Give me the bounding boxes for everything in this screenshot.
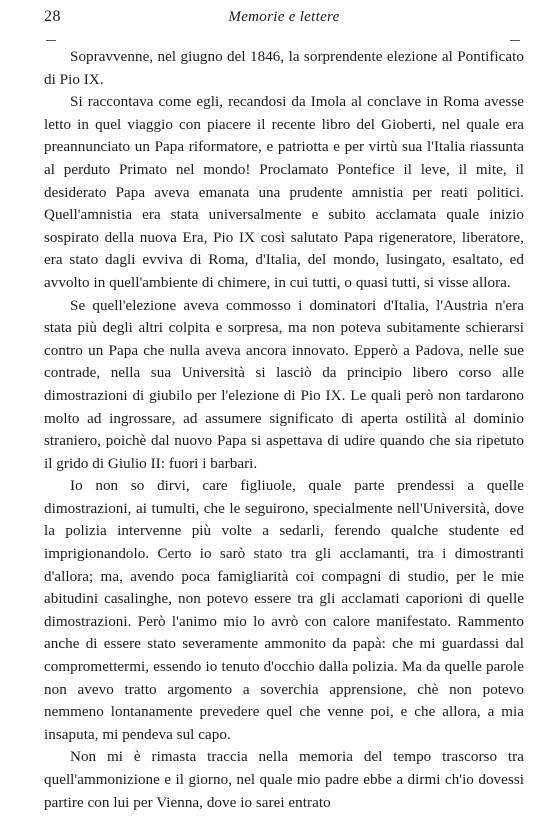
body-text <box>44 46 524 814</box>
paragraph: Io non so dirvi, care figliuole, quale parte prendessi a quelle dimostrazioni, ai tumulti, che le seguirono, specialmente nell'Università, dove la polizia intervenne più volte a sedarli, ferendo qualche studente ed imprigionandolo. Certo io sarò stato tra gli acclamanti, tra i dimostranti d'allora; ma, avendo poca famigliarità coi compagni di studio, per le mie abitudini casalinghe, non potevo essere tra gli acclamati caporioni di quelle dimostrazioni. Però l'animo mio lo avrò con calore manifestato. Rammento anche di essere stato severamente ammonito da papà: che mi guardassi dal compromettermi, essendo io tenuto d'occhio dalla polizia. Ma da quelle parole non avevo tratto argomento a soverchia apprensione, chè non potevo nemmeno lontanamente prevedere quel che venne poi, e che allora, a mia insaputa, mi pendeva sul capo. <box>44 478 524 743</box>
page-number: 28 <box>44 8 61 25</box>
paragraph: Se quell'elezione aveva commosso i dominatori d'Italia, l'Austria n'era stata più degli altri colpita e sorpresa, ma non poteva subitamente schierarsi contro un Papa che nulla aveva ancora innovato. Epperò a Padova, nelle sue contrade, nella sua Università si lasciò da principio libero corso alle dimostrazioni di giubilo per l'elezione di Pio IX. Le quali però non tardarono molto ad ingrossare, ad assumere significato di aperta ostilità al dominio straniero, poichè dal nuovo Papa si aspettava di udire quando che sia ripetuto il grido di Giulio II: fuori i barbari. <box>44 297 524 472</box>
paragraph: Si raccontava come egli, recandosi da Imola al conclave in Roma avesse letto in quel viaggio con piacere il recente libro del Gioberti, nel quale era preannunciato un Papa riformatore, e patriotta e per virtù sua l'Italia riassunta al perduto Primato nel mondo! Proclamato Pontefice il leve, il mite, il desiderato Papa aveva emanata una prudente amnistia per reati politici. Quell'amnistia era stata universalmente e subito acclamata quale inizio sospirato della nuova Era, Pio IX così salutato Papa rigeneratore, liberatore, era stato dagli evviva di Roma, d'Italia, del mondo, lusingato, esaltato, ed avvolto in quell'ambiente di chimere, in cui tutti, o quasi tutti, si visse allora. <box>44 94 524 291</box>
paragraph: Sopravvenne, nel giugno del 1846, la sorprendente elezione al Pontificato di Pio IX. <box>44 49 524 88</box>
paragraph: Non mi è rimasta traccia nella memoria del tempo trascorso tra quell'ammonizione e il giorno, nel quale mio padre ebbe a dirmi ch'io dovessi partire con lui per Vienna, dove io sarei entrato <box>44 749 524 811</box>
header-rule-left <box>46 40 56 41</box>
running-title: Memorie e lettere <box>228 9 340 25</box>
header-rule-right <box>510 40 520 41</box>
running-head <box>44 8 524 30</box>
